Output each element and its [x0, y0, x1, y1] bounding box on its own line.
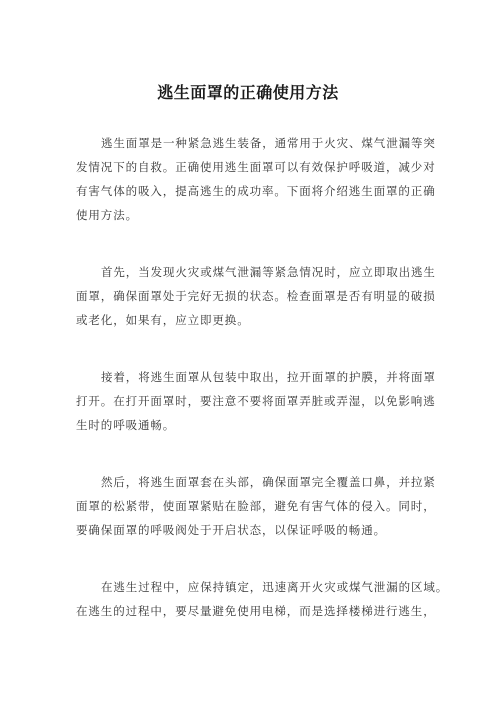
text-line: 使用方法。 — [76, 208, 138, 222]
text-line: 逃生面罩是一种紧急逃生装备，通常用于火灾、煤气泄漏等突 — [101, 136, 436, 150]
text-line: 然后，将逃生面罩套在头部，确保面罩完全覆盖口鼻，并拉紧 — [101, 475, 436, 489]
text-line: 面罩，确保面罩处于完好无损的状态。检查面罩是否有明显的破损 — [76, 289, 436, 303]
document-title: 逃生面罩的正确使用方法 — [157, 83, 339, 102]
text-line: 面罩的松紧带，使面罩紧贴在脸部，避免有害气体的侵入。同时， — [76, 499, 436, 513]
text-line: 生时的呼吸通畅。 — [76, 418, 176, 432]
text-line: 或老化，如果有，应立即更换。 — [76, 313, 250, 327]
text-line: 在逃生的过程中，要尽量避免使用电梯，而是选择楼梯进行逃生， — [76, 604, 436, 618]
text-line: 接着，将逃生面罩从包装中取出，拉开面罩的护膜，并将面罩 — [101, 370, 436, 384]
text-line: 在逃生过程中，应保持镇定，迅速离开火灾或煤气泄漏的区域。 — [101, 580, 449, 594]
text-line: 有害气体的吸入，提高逃生的成功率。下面将介绍逃生面罩的正确 — [76, 184, 436, 198]
text-line: 发情况下的自救。正确使用逃生面罩可以有效保护呼吸道，减少对 — [76, 160, 436, 174]
text-line: 打开。在打开面罩时，要注意不要将面罩弄脏或弄湿，以免影响逃 — [76, 394, 436, 408]
text-line: 要确保面罩的呼吸阀处于开启状态，以保证呼吸的畅通。 — [76, 523, 386, 537]
text-line: 首先，当发现火灾或煤气泄漏等紧急情况时，应立即取出逃生 — [101, 265, 436, 279]
